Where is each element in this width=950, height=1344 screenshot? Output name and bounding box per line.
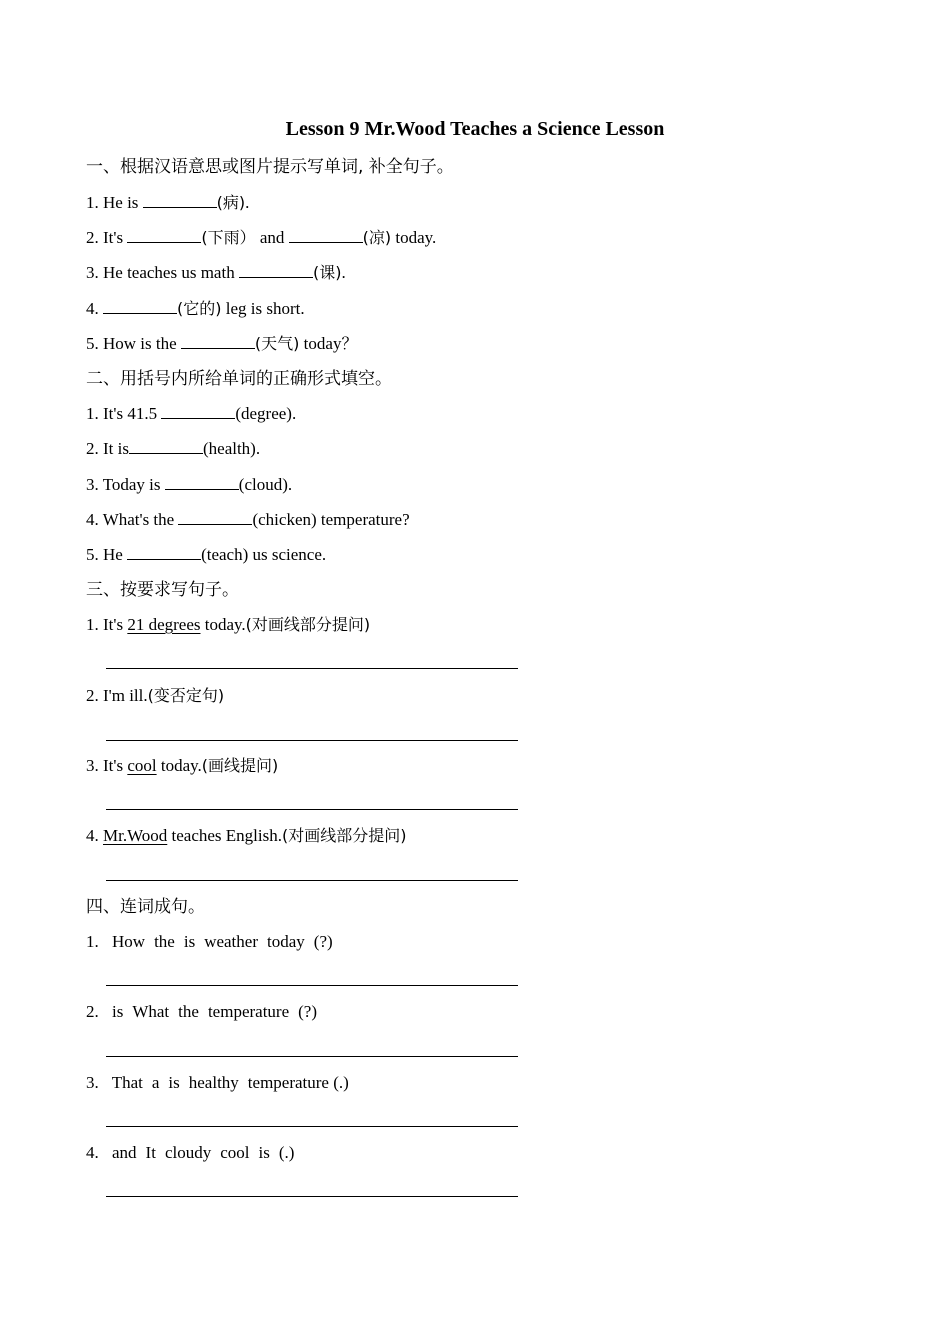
answer-blank[interactable] bbox=[239, 262, 313, 278]
answer-blank[interactable] bbox=[178, 509, 252, 525]
s1-question-2: 2. It's (下雨） and (凉) today. bbox=[86, 228, 437, 247]
answer-line[interactable] bbox=[106, 1056, 518, 1057]
s1-question-5: 5. How is the (天气) today？ bbox=[86, 334, 358, 353]
answer-blank[interactable] bbox=[289, 227, 363, 243]
s4-question-3: 3. That a is healthy temperature (.) bbox=[86, 1073, 349, 1092]
answer-blank[interactable] bbox=[127, 544, 201, 560]
page-title: Lesson 9 Mr.Wood Teaches a Science Lesson bbox=[285, 118, 665, 140]
s1-question-4: 4. (它的) leg is short. bbox=[86, 299, 305, 318]
s1-question-1: 1. He is (病). bbox=[86, 193, 250, 212]
s4-question-4: 4. and It cloudy cool is (.) bbox=[86, 1143, 295, 1162]
answer-blank[interactable] bbox=[161, 403, 235, 419]
answer-blank[interactable] bbox=[165, 474, 239, 490]
answer-line[interactable] bbox=[106, 1196, 518, 1197]
section-2-heading: 二、用括号内所给单词的正确形式填空。 bbox=[86, 369, 392, 389]
underlined-part: 21 degrees bbox=[127, 615, 201, 634]
underlined-part: Mr.Wood bbox=[103, 826, 168, 845]
answer-blank[interactable] bbox=[129, 438, 203, 454]
s3-question-1: 1. It's 21 degrees today.(对画线部分提问) bbox=[86, 615, 371, 634]
answer-blank[interactable] bbox=[127, 227, 201, 243]
s3-question-3: 3. It's cool today.(画线提问) bbox=[86, 756, 279, 775]
section-3-heading: 三、按要求写句子。 bbox=[86, 580, 239, 600]
answer-line[interactable] bbox=[106, 880, 518, 881]
answer-blank[interactable] bbox=[181, 333, 255, 349]
answer-line[interactable] bbox=[106, 740, 518, 741]
underlined-part: cool bbox=[127, 756, 157, 775]
section-1-heading: 一、根据汉语意思或图片提示写单词, 补全句子。 bbox=[86, 157, 454, 177]
answer-blank[interactable] bbox=[143, 192, 217, 208]
answer-line[interactable] bbox=[106, 668, 518, 669]
s4-question-2: 2. is What the temperature (?) bbox=[86, 1002, 318, 1021]
s3-question-4: 4. Mr.Wood teaches English.(对画线部分提问) bbox=[86, 826, 407, 845]
answer-line[interactable] bbox=[106, 1126, 518, 1127]
s2-question-2: 2. It is (health). bbox=[86, 439, 261, 458]
answer-blank[interactable] bbox=[103, 298, 177, 314]
answer-line[interactable] bbox=[106, 809, 518, 810]
s2-question-3: 3. Today is (cloud). bbox=[86, 475, 293, 494]
section-4-heading: 四、连词成句。 bbox=[86, 897, 205, 917]
s2-question-5: 5. He (teach) us science. bbox=[86, 545, 327, 564]
answer-line[interactable] bbox=[106, 985, 518, 986]
s2-question-4: 4. What's the (chicken) temperature? bbox=[86, 510, 410, 529]
s1-question-3: 3. He teaches us math (课). bbox=[86, 263, 346, 282]
s2-question-1: 1. It's 41.5 (degree). bbox=[86, 404, 297, 423]
s3-question-2: 2. I'm ill.(变否定句) bbox=[86, 686, 225, 705]
s4-question-1: 1. How the is weather today (?) bbox=[86, 932, 333, 951]
